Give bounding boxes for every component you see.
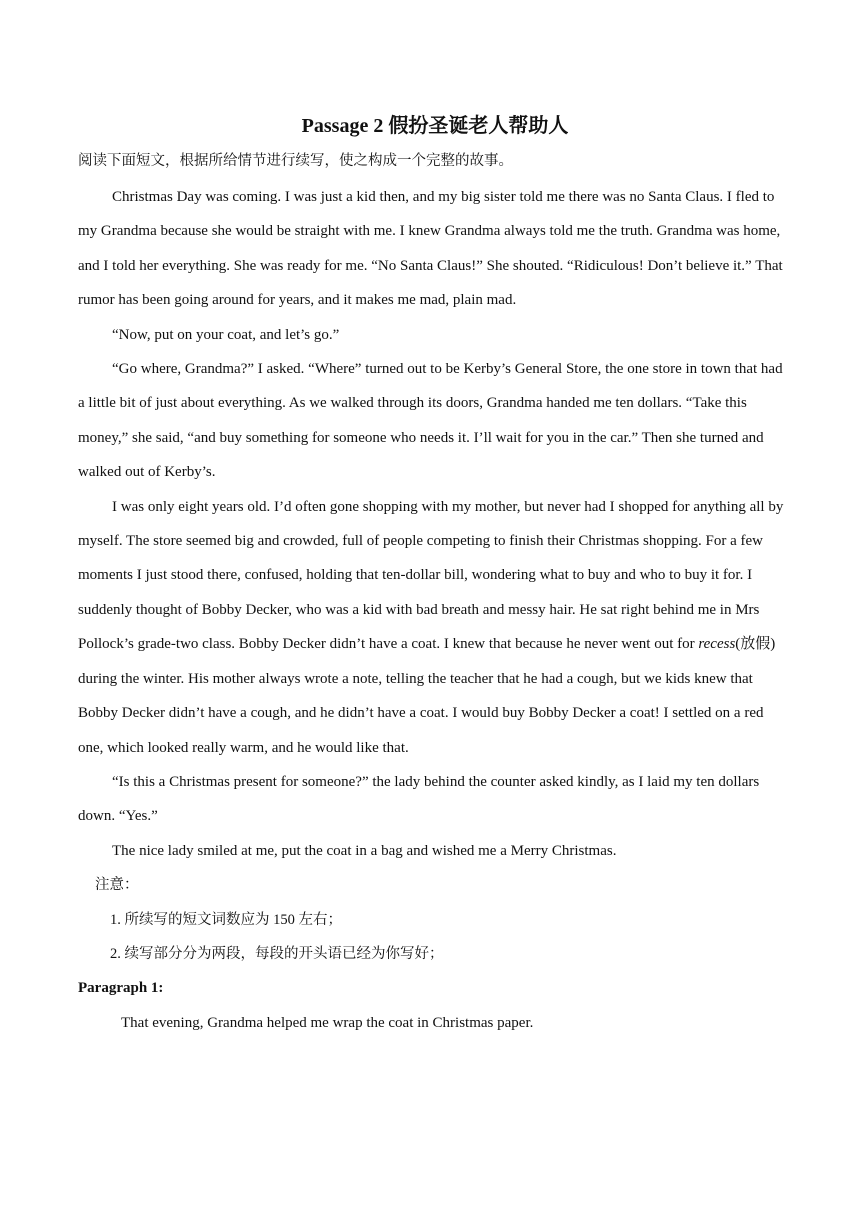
- notes-label: 注意：: [95, 877, 139, 894]
- story-paragraph-3: “Go where, Grandma?” I asked. “Where” turned out to be Kerby’s General Store, the one store in town that had a little bit of just about everything. As we walked through its doors, Grandma handed me ten dollars. “Take this money,” she said, “and buy something for someone who needs it. I’ll wait for you in the car.” Then she turned and walked out of Kerby’s.: [78, 361, 783, 481]
- recess-gloss: (放假): [735, 636, 776, 653]
- instruction-text: 阅读下面短文，根据所给情节进行续写，使之构成一个完整的故事。: [78, 153, 513, 169]
- recess-word: recess: [698, 636, 736, 653]
- story-paragraph-4: [78, 490, 786, 765]
- note-item-2: 2. 续写部分分为两段，每段的开头语已经为你写好；: [110, 945, 444, 962]
- passage-title: Passage 2 假扮圣诞老人帮助人: [301, 115, 569, 137]
- story-paragraph-4-part2: during the winter. His mother always wrote a note, telling the teacher that he had a cough, but we kids knew that Bobby Decker didn’t have a cough, and he didn’t have a coat. I would buy Bobby Decker a coat! I settled on a red one, which looked really warm, and he would like that.: [78, 670, 764, 756]
- paragraph-1-opening: That evening, Grandma helped me wrap the coat in Christmas paper.: [121, 1014, 534, 1031]
- story-paragraph-6: The nice lady smiled at me, put the coat in a bag and wished me a Merry Christmas.: [112, 842, 617, 859]
- story-paragraph-4-part1: I was only eight years old. I’d often gone shopping with my mother, but never had I shopped for anything all by myself. The store seemed big and crowded, full of people competing to finish their Christmas shopping. For a few moments I just stood there, confused, holding that ten-dollar bill, wondering what to buy and who to buy it for. I suddenly thought of Bobby Decker, who was a kid with bad breath and messy hair. He sat right behind me in Mrs Pollock’s grade-two class. Bobby Decker didn’t have a coat. I knew that because he never went out for: [78, 498, 784, 653]
- story-paragraph-1: Christmas Day was coming. I was just a kid then, and my big sister told me there was no Santa Claus. I fled to my Grandma because she would be straight with me. I knew Grandma always told me the truth. Grandma was home, and I told her everything. She was ready for me. “No Santa Claus!” She shouted. “Ridiculous! Don’t believe it.” That rumor has been going around for years, and it makes me mad, plain mad.: [78, 189, 783, 309]
- story-paragraph-2: “Now, put on your coat, and let’s go.”: [112, 326, 340, 343]
- paragraph-1-heading: Paragraph 1:: [78, 980, 164, 997]
- note-item-1: 1. 所续写的短文词数应为 150 左右；: [110, 911, 342, 928]
- story-paragraph-5: “Is this a Christmas present for someone?” the lady behind the counter asked kindly, as I laid my ten dollars down. “Yes.”: [78, 773, 760, 825]
